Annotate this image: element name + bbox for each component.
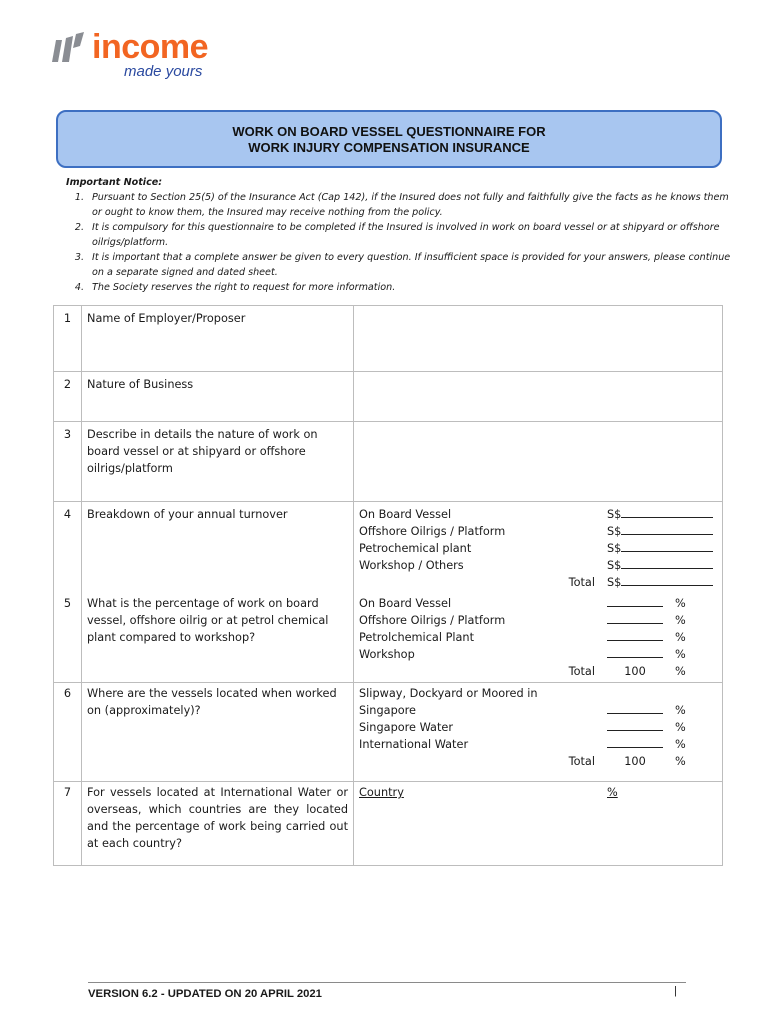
percentage-row bbox=[359, 612, 717, 629]
questionnaire-table bbox=[53, 305, 723, 866]
income-logo-icon bbox=[52, 32, 92, 68]
location-percentage-input[interactable] bbox=[607, 719, 663, 731]
percentage-column-header: % bbox=[607, 786, 618, 799]
percent-sign: % bbox=[675, 665, 686, 678]
notice-item bbox=[56, 220, 736, 250]
income-logo bbox=[52, 30, 232, 84]
question-text: Where are the vessels located when worked on (approximately)? bbox=[82, 683, 354, 782]
country-column-header: Country bbox=[359, 786, 404, 799]
turnover-total-label: Total bbox=[568, 576, 595, 589]
location-row bbox=[359, 736, 717, 753]
question-number: 2 bbox=[54, 372, 82, 422]
turnover-label: Petrochemical plant bbox=[359, 542, 472, 555]
turnover-input[interactable] bbox=[621, 557, 713, 569]
title-line-1: WORK ON BOARD VESSEL QUESTIONNAIRE FOR bbox=[232, 124, 546, 139]
question-row-employer bbox=[54, 306, 723, 372]
percent-sign: % bbox=[675, 721, 686, 734]
percentage-breakdown bbox=[354, 593, 723, 683]
percent-sign: % bbox=[675, 738, 686, 751]
page-marker: | bbox=[674, 985, 677, 997]
percent-sign: % bbox=[675, 704, 686, 717]
percentage-row bbox=[359, 646, 717, 663]
question-text: What is the percentage of work on board vessel, offshore oilrig or at petrol chemical plant compared to workshop? bbox=[82, 593, 354, 683]
notice-heading: Important Notice: bbox=[66, 177, 163, 188]
question-text: Describe in details the nature of work on board vessel or at shipyard or offshore oilrigs/platform bbox=[82, 422, 354, 502]
percent-sign: % bbox=[675, 648, 686, 661]
question-number: 5 bbox=[54, 593, 82, 683]
question-number: 1 bbox=[54, 306, 82, 372]
countries-header-row bbox=[359, 784, 717, 801]
percentage-total-value: 100 bbox=[624, 665, 646, 678]
question-row-percentage bbox=[54, 593, 723, 683]
percentage-label: Petrolchemical Plant bbox=[359, 631, 475, 644]
location-heading: Slipway, Dockyard or Moored in bbox=[359, 687, 538, 700]
percentage-total-label: Total bbox=[568, 665, 595, 678]
turnover-label: On Board Vessel bbox=[359, 508, 452, 521]
turnover-breakdown bbox=[354, 502, 723, 594]
percentage-input[interactable] bbox=[607, 646, 663, 658]
question-row-location bbox=[54, 683, 723, 782]
turnover-input[interactable] bbox=[621, 540, 713, 552]
turnover-label: Offshore Oilrigs / Platform bbox=[359, 525, 506, 538]
percentage-input[interactable] bbox=[607, 612, 663, 624]
notice-item-text: It is compulsory for this questionnaire to be completed if the Insured is involved in work on board vessel or at shipyard or offshore oilrigs/platform. bbox=[92, 222, 720, 248]
notice-item bbox=[56, 280, 736, 295]
turnover-input[interactable] bbox=[621, 506, 713, 518]
version-footer: VERSION 6.2 - UPDATED ON 20 APRIL 2021 bbox=[88, 988, 322, 1000]
currency-label: S$ bbox=[607, 576, 622, 589]
location-breakdown bbox=[354, 683, 723, 782]
question-row-work-nature bbox=[54, 422, 723, 502]
location-percentage-input[interactable] bbox=[607, 702, 663, 714]
turnover-row bbox=[359, 557, 717, 574]
logo-tagline: made yours bbox=[124, 63, 203, 80]
question-number: 6 bbox=[54, 683, 82, 782]
notice-item-number: 4. bbox=[74, 282, 84, 293]
answer-employer-name[interactable] bbox=[354, 306, 723, 372]
percentage-row bbox=[359, 595, 717, 612]
question-text: Name of Employer/Proposer bbox=[82, 306, 354, 372]
percentage-input[interactable] bbox=[607, 629, 663, 641]
title-line-2: WORK INJURY COMPENSATION INSURANCE bbox=[248, 140, 530, 155]
notice-item-number: 2. bbox=[74, 222, 84, 233]
location-row bbox=[359, 702, 717, 719]
turnover-label: Workshop / Others bbox=[359, 559, 464, 572]
location-total-row bbox=[359, 753, 717, 770]
percent-sign: % bbox=[675, 631, 686, 644]
location-label: Singapore Water bbox=[359, 721, 453, 734]
question-number: 4 bbox=[54, 502, 82, 594]
turnover-total-input[interactable] bbox=[621, 574, 713, 586]
turnover-row bbox=[359, 506, 717, 523]
question-text: Nature of Business bbox=[82, 372, 354, 422]
percentage-total-row bbox=[359, 663, 717, 680]
percent-sign: % bbox=[675, 614, 686, 627]
turnover-total-row bbox=[359, 574, 717, 591]
location-percentage-input[interactable] bbox=[607, 736, 663, 748]
currency-label: S$ bbox=[607, 525, 622, 538]
notice-item-text: Pursuant to Section 25(5) of the Insurance Act (Cap 142), if the Insured does not fully and faithfully give the facts as he knows them or ought to know them, the Insured may receive nothing from the policy. bbox=[92, 192, 729, 218]
question-number: 7 bbox=[54, 782, 82, 866]
percentage-input[interactable] bbox=[607, 595, 663, 607]
countries-breakdown[interactable] bbox=[354, 782, 723, 866]
location-total-label: Total bbox=[568, 755, 595, 768]
notice-item-text: The Society reserves the right to request for more information. bbox=[92, 282, 396, 293]
turnover-row bbox=[359, 540, 717, 557]
currency-label: S$ bbox=[607, 559, 622, 572]
answer-work-nature[interactable] bbox=[354, 422, 723, 502]
percent-sign: % bbox=[675, 597, 686, 610]
question-row-turnover bbox=[54, 502, 723, 594]
footer-divider bbox=[88, 982, 686, 983]
currency-label: S$ bbox=[607, 508, 622, 521]
percentage-label: On Board Vessel bbox=[359, 597, 452, 610]
percentage-row bbox=[359, 629, 717, 646]
turnover-row bbox=[359, 523, 717, 540]
notice-item-text: It is important that a complete answer be given to every question. If insufficient space is provided for your answers, please continue on a separate signed and dated sheet. bbox=[92, 252, 731, 278]
question-text: Breakdown of your annual turnover bbox=[82, 502, 354, 594]
currency-label: S$ bbox=[607, 542, 622, 555]
percent-sign: % bbox=[675, 755, 686, 768]
question-text: For vessels located at International Water or overseas, which countries are they located and the percentage of work being carried out at each country? bbox=[82, 782, 354, 866]
location-label: International Water bbox=[359, 738, 469, 751]
question-row-business bbox=[54, 372, 723, 422]
percentage-label: Workshop bbox=[359, 648, 415, 661]
location-row bbox=[359, 719, 717, 736]
notice-item-number: 1. bbox=[74, 192, 84, 203]
location-label: Singapore bbox=[359, 704, 416, 717]
notice-item-number: 3. bbox=[74, 252, 84, 263]
question-row-countries bbox=[54, 782, 723, 866]
notice-item bbox=[56, 250, 736, 280]
document-title bbox=[56, 110, 722, 168]
important-notice bbox=[56, 175, 736, 295]
question-number: 3 bbox=[54, 422, 82, 502]
percentage-label: Offshore Oilrigs / Platform bbox=[359, 614, 506, 627]
turnover-input[interactable] bbox=[621, 523, 713, 535]
answer-nature-of-business[interactable] bbox=[354, 372, 723, 422]
notice-item bbox=[56, 190, 736, 220]
location-total-value: 100 bbox=[624, 755, 646, 768]
logo-wordmark: income bbox=[92, 28, 209, 66]
